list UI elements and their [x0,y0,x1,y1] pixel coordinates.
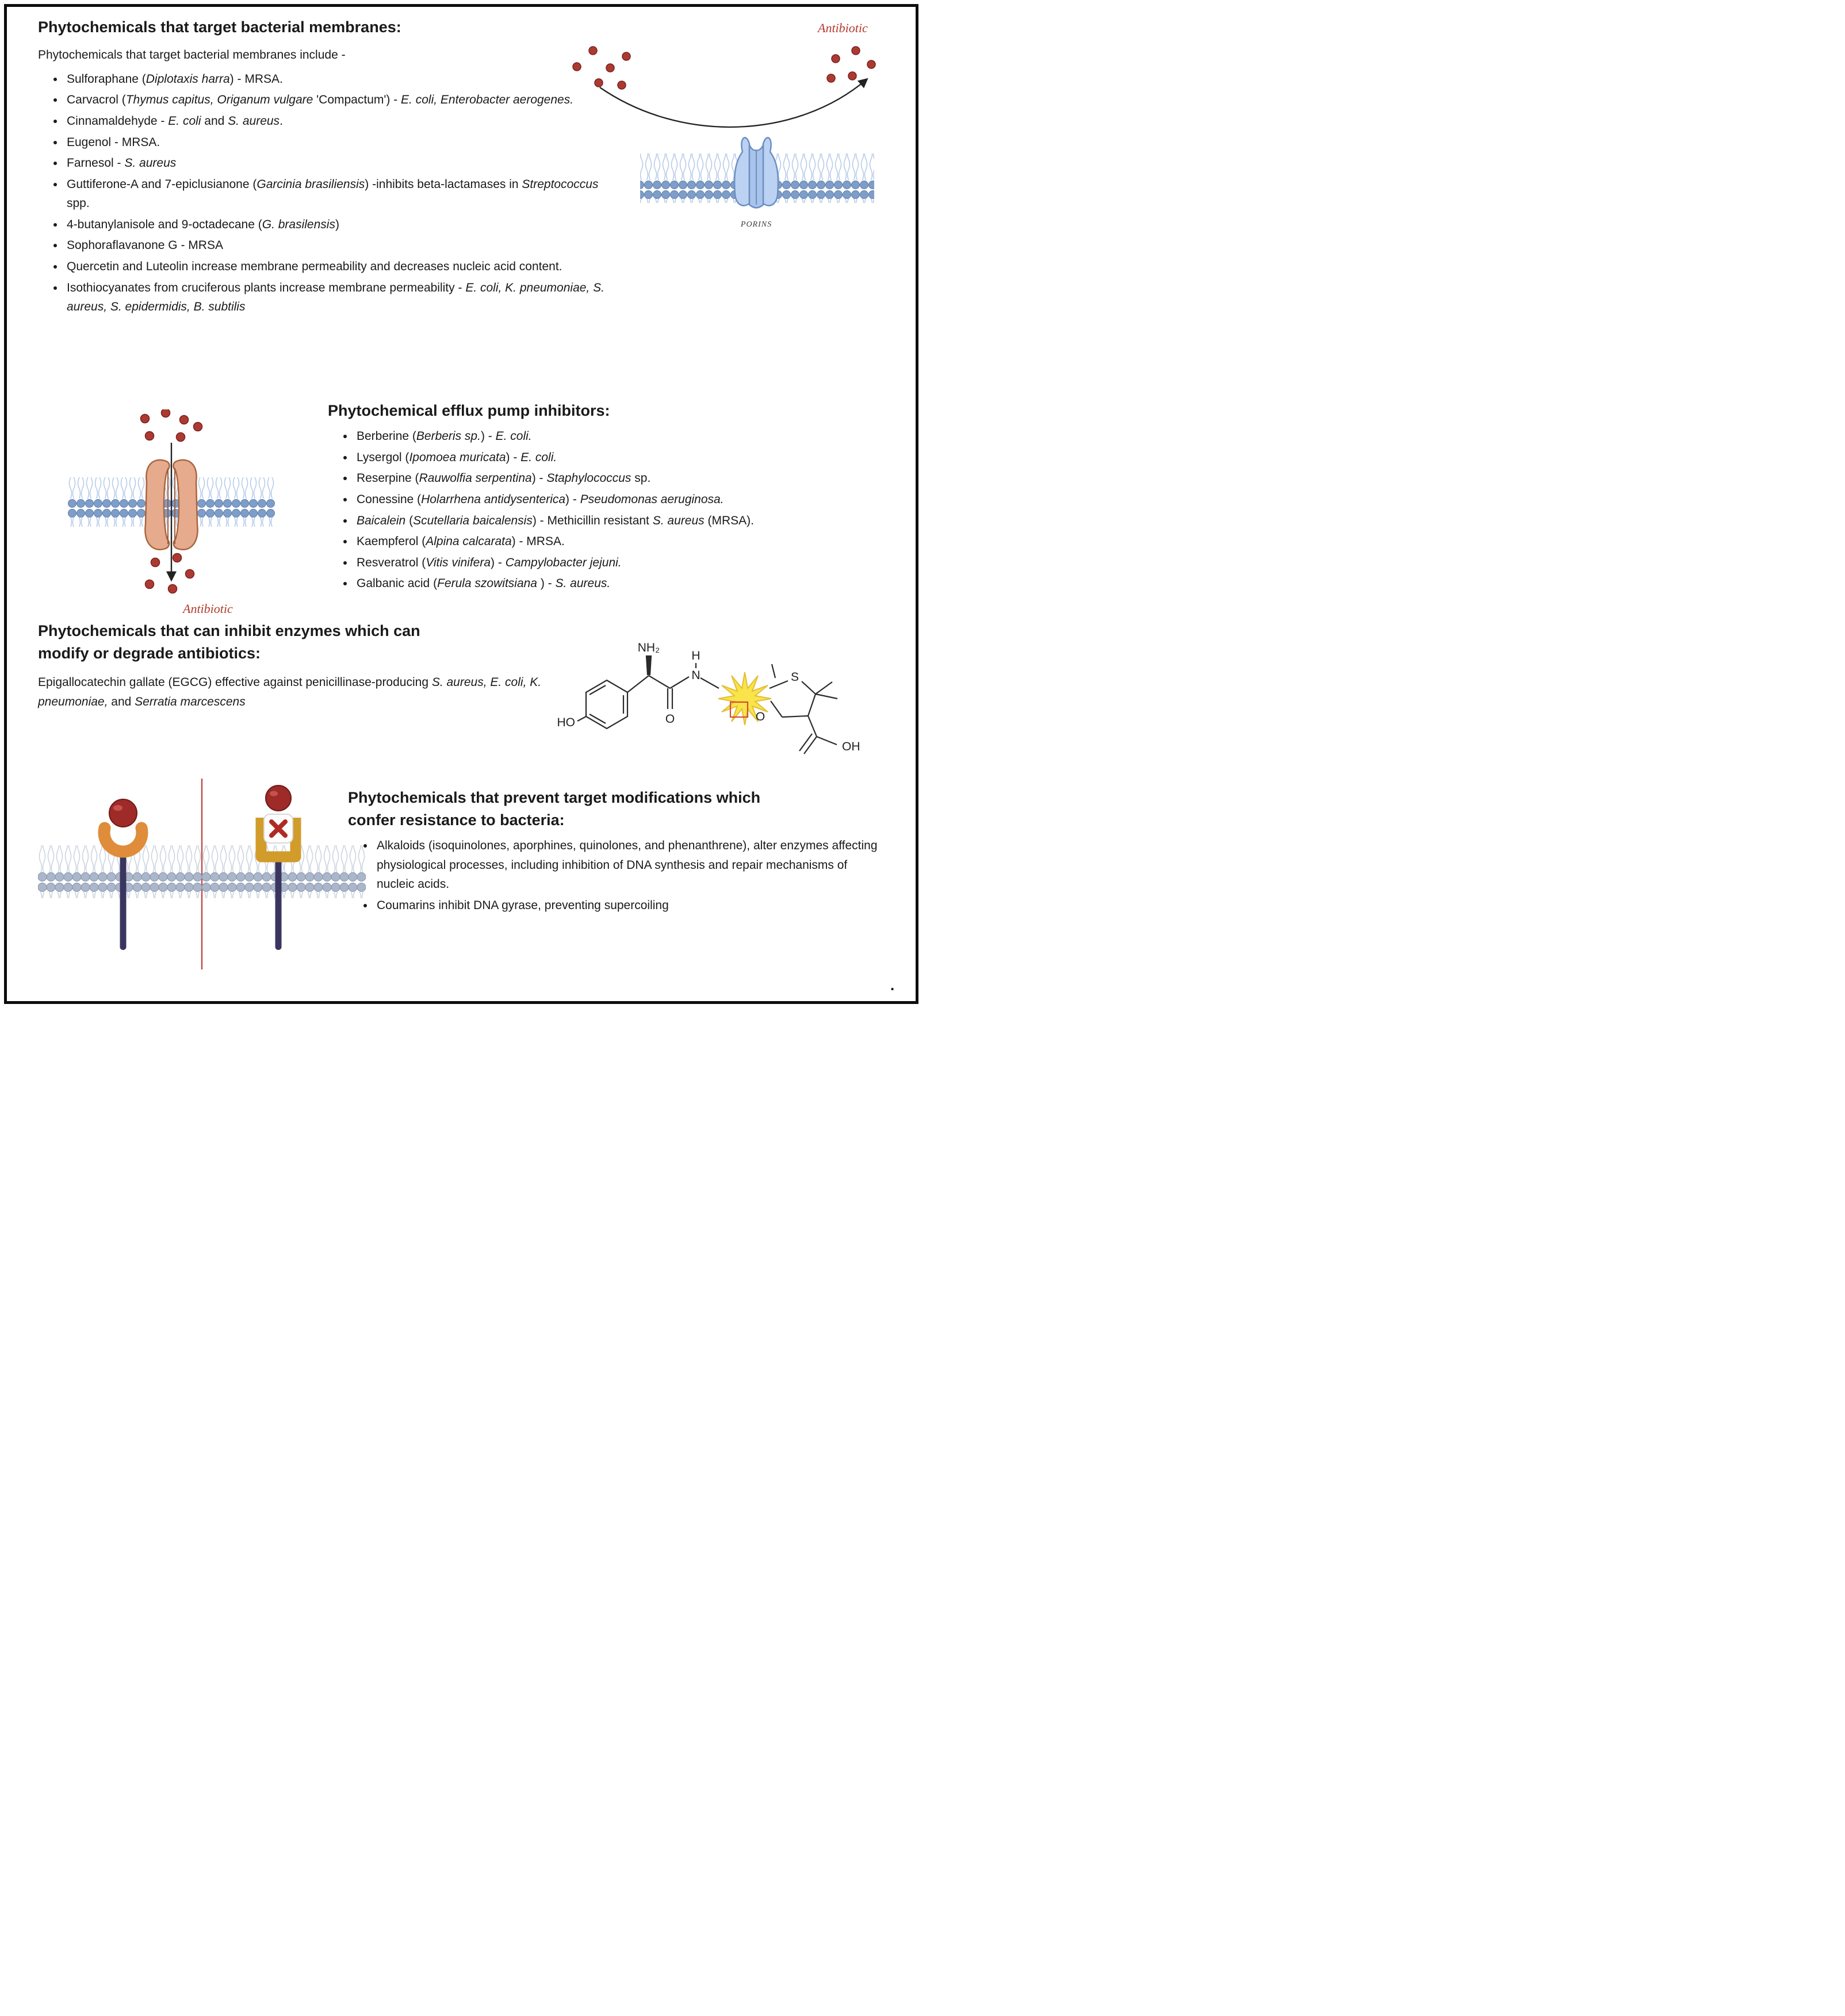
o-carbonyl-label: O [665,712,675,726]
target-modification-figure [38,776,366,972]
structure-bonds [577,656,719,729]
membranes-section-title: Phytochemicals that target bacterial membranes: [38,18,401,36]
efflux-pump-figure [68,409,275,616]
antibiotic-dots-below [146,554,194,593]
target-bullet-list [348,836,880,915]
list-item: • Resveratrol (Vitis vinifera) - Campylobacter jejuni. [354,553,868,573]
list-item: • Isothiocyanates from cruciferous plants increase membrane permeability - E. coli, K. pneumoniae, S. aureus, S. epidermidis, B. subtilis [64,278,619,317]
antibiotic-dots-right [827,47,875,82]
enzyme-section-title [38,620,556,665]
target-section-title [348,787,880,831]
list-item: • Lysergol (Ipomoea muricata) - E. coli. [354,448,868,467]
list-item: • Alkaloids (isoquinolones, aporphines, quinolones, and phenanthrene), alter enzymes affecting physiological processes, including inhibition of DNA synthesis and repair mechanisms of nucleic acids. [374,836,880,894]
n-label: N [691,669,701,682]
efflux-bullet-list [328,427,868,593]
list-item: • Galbanic acid (Ferula szowitsiana ) - S. aureus. [354,574,868,593]
list-item: • Baicalein (Scutellaria baicalensis) - Methicillin resistant S. aureus (MRSA). [354,511,868,531]
antibiotic-label-efflux: Antibiotic [183,601,233,616]
antibiotic-structure-figure [546,624,891,796]
s-label: S [790,670,799,684]
antibiotic-dots-left [573,47,630,89]
list-item: • Kaempferol (Alpina calcarata) - MRSA. [354,532,868,551]
entry-arrow [600,79,867,127]
o-ring-label: O [755,710,765,723]
target-title-line1: Phytochemicals that prevent target modifications which [348,789,761,806]
list-item: • Sulforaphane (Diplotaxis harra) - MRSA. [64,70,619,89]
infographic-page [0,0,922,1008]
list-item: • Eugenol - MRSA. [64,133,619,152]
target-section [348,787,880,917]
membranes-section-intro: Phytochemicals that target bacterial membranes include - [38,48,346,62]
list-item: • Conessine (Holarrhena antidysenterica) - Pseudomonas aeruginosa. [354,490,868,509]
efflux-section [328,400,868,595]
antibiotic-dots-above [141,409,202,442]
lipid-bilayer [38,845,366,898]
porin-channel [734,137,778,208]
list-item: • Carvacrol (Thymus capitus, Origanum vulgare 'Compactum') - E. coli, Enterobacter aerogenes. [64,90,619,110]
antibiotic-label-top: Antibiotic [818,21,868,35]
list-item: • Sophoraflavanone G - MRSA [64,236,619,255]
h-label: H [691,649,701,662]
enzyme-section [38,620,556,712]
ho-label: HO [557,716,575,729]
list-item: • Berberine (Berberis sp.) - E. coli. [354,427,868,446]
list-item: • Coumarins inhibit DNA gyrase, preventing supercoiling [374,896,880,915]
oh-label: OH [842,740,860,753]
efflux-section-title: Phytochemical efflux pump inhibitors: [328,402,610,419]
list-item: • Farnesol - S. aureus [64,154,619,173]
antibiotic-sphere [109,799,137,827]
membranes-bullet-list [38,70,619,317]
antibiotic-sphere [266,785,291,811]
list-item: • 4-butanylanisole and 9-octadecane (G. brasilensis) [64,215,619,235]
target-title-line2: confer resistance to bacteria: [348,811,565,829]
enzyme-title-line1: Phytochemicals that can inhibit enzymes which can [38,622,420,639]
membranes-section [38,16,619,319]
footer-period: . [890,976,895,994]
enzyme-title-line2: modify or degrade antibiotics: [38,645,261,662]
thiazolidine-ring [770,664,837,754]
enzyme-section-body: Epigallocatechin gallate (EGCG) effective against penicillinase-producing S. aureus, E. coli, K. pneumoniae, and Serratia marcescens [38,676,542,709]
list-item: • Cinnamaldehyde - E. coli and S. aureus. [64,112,619,131]
nh2-label: NH₂ [637,641,660,654]
porin-membrane-figure [566,41,889,243]
list-item: • Quercetin and Luteolin increase membrane permeability and decreases nucleic acid content. [64,257,619,277]
list-item: • Guttiferone-A and 7-epiclusianone (Garcinia brasiliensis) -inhibits beta-lactamases in Streptococcus spp. [64,175,619,213]
list-item: • Reserpine (Rauwolfia serpentina) - Staphylococcus sp. [354,469,868,488]
porins-label: PORINS [740,220,772,229]
